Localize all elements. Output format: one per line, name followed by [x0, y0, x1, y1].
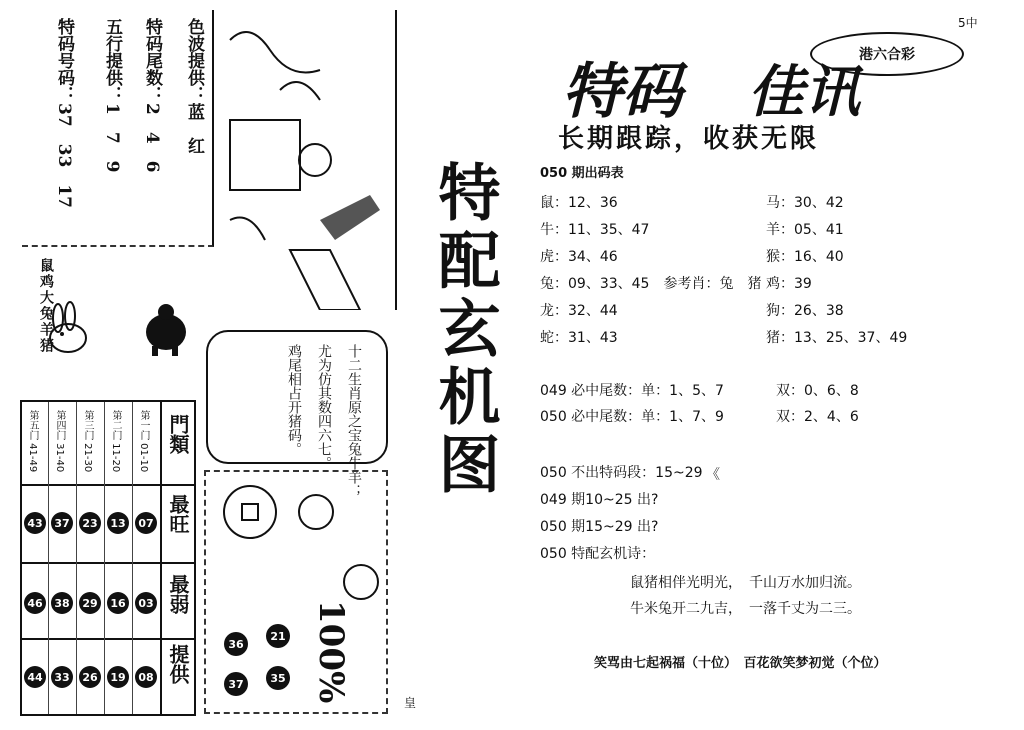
element-line: 五行提供：1 7 9	[102, 18, 122, 173]
zodiac-left: 兔：09、33、45 参考肖：兔 猪	[540, 276, 762, 292]
info-block	[22, 10, 214, 247]
brand-title-left: 特码	[562, 57, 682, 127]
tail-even: 双：0、6、8	[776, 383, 859, 399]
weak-ball: 46	[24, 592, 46, 614]
vertical-title: 特配玄机图	[428, 160, 501, 500]
provide-ball: 08	[135, 666, 157, 688]
zodiac-left: 虎：34、46	[540, 249, 618, 265]
provide-ball: 26	[79, 666, 101, 688]
animals-hint: 鼠鸡大兔羊猪	[38, 258, 54, 354]
zodiac-right: 鸡：39	[766, 276, 812, 292]
stamp-ball: 21	[266, 624, 290, 648]
zodiac-left: 牛：11、35、47	[540, 222, 650, 238]
brand-title-right: 佳讯	[748, 59, 860, 125]
stamp-panel	[204, 470, 388, 714]
grid-header-weak: 最弱	[166, 574, 190, 614]
provide-ball: 44	[24, 666, 46, 688]
pig-icon	[140, 300, 192, 360]
poem-box-line2: 尤为仿其数四六七。	[316, 344, 332, 470]
grid-header-provide: 提供	[166, 644, 190, 684]
zodiac-left: 蛇：31、43	[540, 330, 618, 346]
brand-slogan: 长期跟踪，收获无限	[558, 124, 820, 154]
footer-riddle: 笑骂由七起祸福（十位） 百花欲笑梦初觉（个位）	[594, 656, 887, 671]
brand-header	[548, 40, 988, 154]
circle-mark-icon	[341, 562, 381, 602]
corner-mark: 5中	[958, 16, 978, 30]
poem-box-line1: 十二生肖原之宝兔牛羊；	[346, 344, 362, 498]
zodiac-right: 马：30、42	[766, 195, 844, 211]
note-line: 050 期15~29 出?	[540, 519, 659, 535]
stamp-ball: 37	[224, 672, 248, 696]
zodiac-right: 猪：13、25、37、49	[766, 330, 908, 346]
brand-stamp	[810, 32, 964, 76]
grid-header-hot: 最旺	[166, 494, 190, 534]
zodiac-right: 狗：26、38	[766, 303, 844, 319]
tail-even: 双：2、4、6	[776, 409, 859, 425]
gate-4: 第四门 31-40	[54, 410, 65, 473]
stamp-ball: 36	[224, 632, 248, 656]
zodiac-right: 羊：05、41	[766, 222, 844, 238]
poem-line: 鼠猪相伴光明光， 千山万水加归流。	[630, 575, 861, 591]
color-line: 色波提供：蓝 红	[184, 18, 204, 154]
zodiac-table	[540, 192, 980, 352]
note-mark: 《	[706, 467, 720, 483]
grid-header-category: 門類	[166, 414, 190, 454]
weak-ball: 16	[107, 592, 129, 614]
poem-box-line3: 鸡尾相占开猪码。	[286, 344, 302, 456]
percent-label: 100%	[311, 600, 351, 704]
hot-ball: 23	[79, 512, 101, 534]
tail-line: 特码尾数：2 4 6	[142, 18, 162, 173]
tail-odd: 049 必中尾数：单：1、5、7	[540, 383, 724, 399]
hot-ball: 43	[24, 512, 46, 534]
poem-line: 牛米兔开二九吉， 一落千丈为二三。	[630, 601, 861, 617]
gate-3: 第三门 21-30	[82, 410, 93, 473]
circle-mark-icon	[296, 492, 336, 532]
weak-ball: 03	[135, 592, 157, 614]
weak-ball: 38	[51, 592, 73, 614]
hot-ball: 37	[51, 512, 73, 534]
brand-stamp-text: 港六合彩	[859, 47, 915, 63]
note-line: 049 期10~25 出?	[540, 492, 659, 508]
coin-icon	[220, 482, 280, 542]
weak-ball: 29	[79, 592, 101, 614]
section-title: 050 期出码表	[540, 166, 624, 181]
gate-5: 第五门 41-49	[27, 410, 38, 473]
gate-2: 第二门 11-20	[110, 410, 121, 473]
zodiac-left: 龙：32、44	[540, 303, 618, 319]
number-grid	[20, 400, 196, 716]
zodiac-left: 鼠：12、36	[540, 195, 618, 211]
note-line: 050 特配玄机诗：	[540, 546, 656, 562]
tail-table	[540, 380, 980, 440]
number-line: 特码号码：37 33 17	[54, 18, 74, 208]
gate-1: 第一门 01-10	[138, 410, 149, 473]
provide-ball: 19	[107, 666, 129, 688]
poem-box	[206, 330, 388, 498]
zodiac-right: 猴：16、40	[766, 249, 844, 265]
rabbit-icon	[38, 298, 98, 368]
hot-ball: 07	[135, 512, 157, 534]
hot-ball: 13	[107, 512, 129, 534]
foot-char: 皇	[404, 696, 417, 710]
provide-ball: 33	[51, 666, 73, 688]
stamp-ball: 35	[266, 666, 290, 690]
tail-odd: 050 必中尾数：单：1、7、9	[540, 409, 724, 425]
note-line: 050 不出特码段：15~29	[540, 465, 703, 481]
illustration	[210, 10, 397, 310]
